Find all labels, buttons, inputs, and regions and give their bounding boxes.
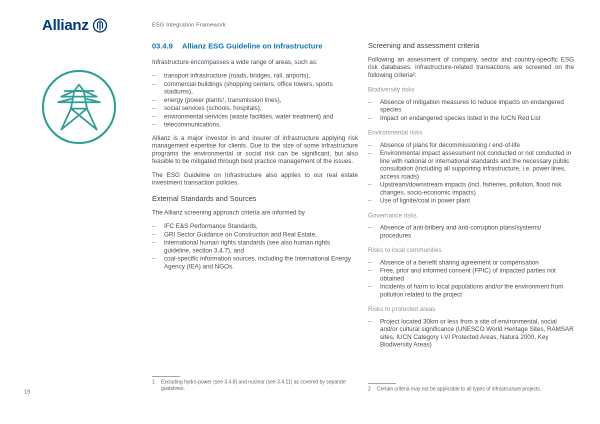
list-item [368, 197, 574, 205]
list-item-text: social services (schools, hospitals), [164, 104, 262, 112]
bullet-marker: – [152, 255, 156, 263]
list-item-text: Absence of anti-bribery and anti-corruption plans/systems/ procedures [380, 224, 542, 239]
body-paragraph: The ESG Guideline on Infrastructure also applies to our real estate investment transaction policies. [152, 171, 358, 187]
list-item-text: Free, prior and informed consent (FPIC) of impacted parties not obtained [380, 267, 556, 282]
bullet-marker: – [152, 121, 156, 129]
bullet-marker: – [368, 181, 372, 189]
right-column [368, 42, 574, 351]
list-item [368, 114, 574, 122]
list-item-text: Absence of a benefit sharing agreement or compensation [380, 258, 539, 266]
list-item-text: Absence of plans for decommissioning / end-of-life [380, 141, 521, 149]
allianz-logo [42, 17, 108, 34]
footnote-2 [368, 383, 578, 393]
list-item-text: Environmental impact assessment not conducted or not conducted in line with national or international standards and the necessary public consultation (including all supporting infrastructure, i.e. power lines, access roads) [380, 149, 572, 180]
left-column [152, 42, 358, 273]
list-item-text: Project located 30km or less from a site of environmental, social and/or cultural significance (UNESCO World Heritage Sites, RAMSAR sites, IUCN Category I-VI Protected Areas, Natura 2000, Key Biodiversity Areas) [380, 317, 574, 349]
bullet-marker: – [152, 80, 156, 88]
list-item-text: energy (power plants¹, transmission lines), [164, 96, 282, 104]
bullet-marker: – [368, 114, 372, 122]
footnote-text: Excluding hydro-power (see 3.4.8) and nuclear (see 3.4.11) as covered by separate guidelines. [161, 379, 346, 392]
bullet-marker: – [152, 72, 156, 80]
bullet-marker: – [368, 267, 372, 275]
list-item-text: Upstream/downstream impacts (incl. fisheries, pollution, flood risk changes, socio-economic impacts) [380, 181, 562, 196]
list-item [152, 231, 358, 239]
bullet-marker: – [152, 112, 156, 120]
doc-title: ESG Integration Framework [152, 22, 226, 28]
standards-heading: External Standards and Sources [152, 194, 257, 203]
list-item [152, 96, 358, 104]
risk-group-list [368, 98, 574, 122]
bullet-marker: – [368, 197, 372, 205]
risk-group-label: Risks to protected areas [368, 305, 436, 313]
list-item [152, 239, 358, 255]
bullet-marker: – [152, 96, 156, 104]
section-heading [152, 42, 358, 51]
list-item-text: IFC E&S Performance Standards, [164, 222, 258, 230]
list-item-text: commercial buildings (shopping centers, office towers, sports stadiums), [164, 80, 333, 96]
list-item-text: Use of lignite/coal in power plant [380, 197, 470, 205]
section-number: 03.4.9 [152, 42, 173, 51]
bullet-marker: – [152, 222, 156, 230]
risk-group-list [368, 141, 574, 205]
screening-intro: Following an assessment of company, sector and country-specific ESG risk databases, infrastructure-related transactions are screened on the following criteria²: [368, 55, 574, 79]
list-item [152, 113, 358, 121]
list-item [152, 105, 358, 113]
footnote-rule [152, 376, 180, 377]
page-number: 19 [24, 389, 31, 395]
bullet-marker: – [368, 224, 372, 232]
list-item-text: international human rights standards (see also human rights guideline, section 3.4.7), and [164, 239, 331, 254]
footnote-number: 1 [152, 379, 155, 385]
bullet-marker: – [152, 104, 156, 112]
list-item-text: telecommunications. [164, 121, 221, 129]
list-item [152, 72, 358, 80]
bullet-marker: – [368, 258, 372, 266]
standards-intro: The Allianz screening approach criteria are informed by [152, 208, 305, 216]
risk-group-list [368, 259, 574, 299]
screening-heading: Screening and assessment criteria [368, 42, 480, 50]
list-item [368, 267, 574, 283]
bullet-marker: – [368, 149, 372, 157]
footnote-1 [152, 376, 362, 392]
infrastructure-areas-list [152, 72, 358, 129]
risk-group-label: Biodiversity risks [368, 86, 415, 94]
list-item [368, 283, 574, 299]
standards-list [152, 223, 358, 271]
list-item [368, 141, 574, 149]
list-item-text: transport infrastructure (roads, bridges, rail, airports), [164, 72, 311, 80]
list-item [368, 150, 574, 181]
intro-text: Infrastructure encompasses a wide range of areas, such as: [152, 58, 318, 66]
list-item-text: Impact on endangered species listed in the IUCN Red List [380, 114, 541, 122]
risk-group-list [368, 318, 574, 349]
allianz-logo-icon [93, 18, 108, 33]
allianz-logo-text: Allianz [42, 17, 89, 34]
bullet-marker: – [152, 239, 156, 247]
footnote-rule [368, 383, 396, 384]
transmission-tower-icon [39, 67, 119, 147]
list-item-text: environmental services (waste facilities, water treatment) and [164, 112, 334, 120]
list-item-text: coal-specific information sources, including the International Energy Agency (IEA) and NGOs. [164, 255, 351, 270]
body-paragraph: Allianz is a major investor in and insurer of infrastructure applying risk management expertise for clients. Due to the size of some infrastructure programs the environmental or social risk can be significant, but also feasible to be mitigated through best practice management of the issues. [152, 134, 358, 165]
risk-group-label: Risks to local communities [368, 246, 442, 254]
bullet-marker: – [368, 98, 372, 106]
bullet-marker: – [368, 283, 372, 291]
bullet-marker: – [152, 230, 156, 238]
risk-group-list [368, 224, 574, 240]
list-item [152, 255, 358, 271]
section-title: Allianz ESG Guideline on Infrastructure [182, 42, 323, 51]
list-item [152, 223, 358, 231]
list-item [368, 98, 574, 114]
list-item [152, 121, 358, 129]
list-item-text: Absence of mitigation measures to reduce impacts on endangered species [380, 98, 564, 114]
risk-group-label: Governance risks [368, 211, 417, 219]
footnote-number: 2 [368, 386, 371, 392]
list-item [368, 259, 574, 267]
bullet-marker: – [368, 317, 372, 325]
footnote-text: Certain criteria may not be applicable to all types of infrastructure projects. [377, 386, 542, 392]
risk-group-label: Environmental risks [368, 129, 423, 137]
list-item [152, 80, 358, 96]
bullet-marker: – [368, 141, 372, 149]
list-item [368, 318, 574, 349]
list-item-text: Incidents of harm to local populations and/or the environment from pollution related to the project [380, 283, 564, 298]
list-item [368, 181, 574, 197]
list-item [368, 224, 574, 240]
list-item-text: GRI Sector Guidance on Construction and Real Estate, [164, 230, 317, 238]
